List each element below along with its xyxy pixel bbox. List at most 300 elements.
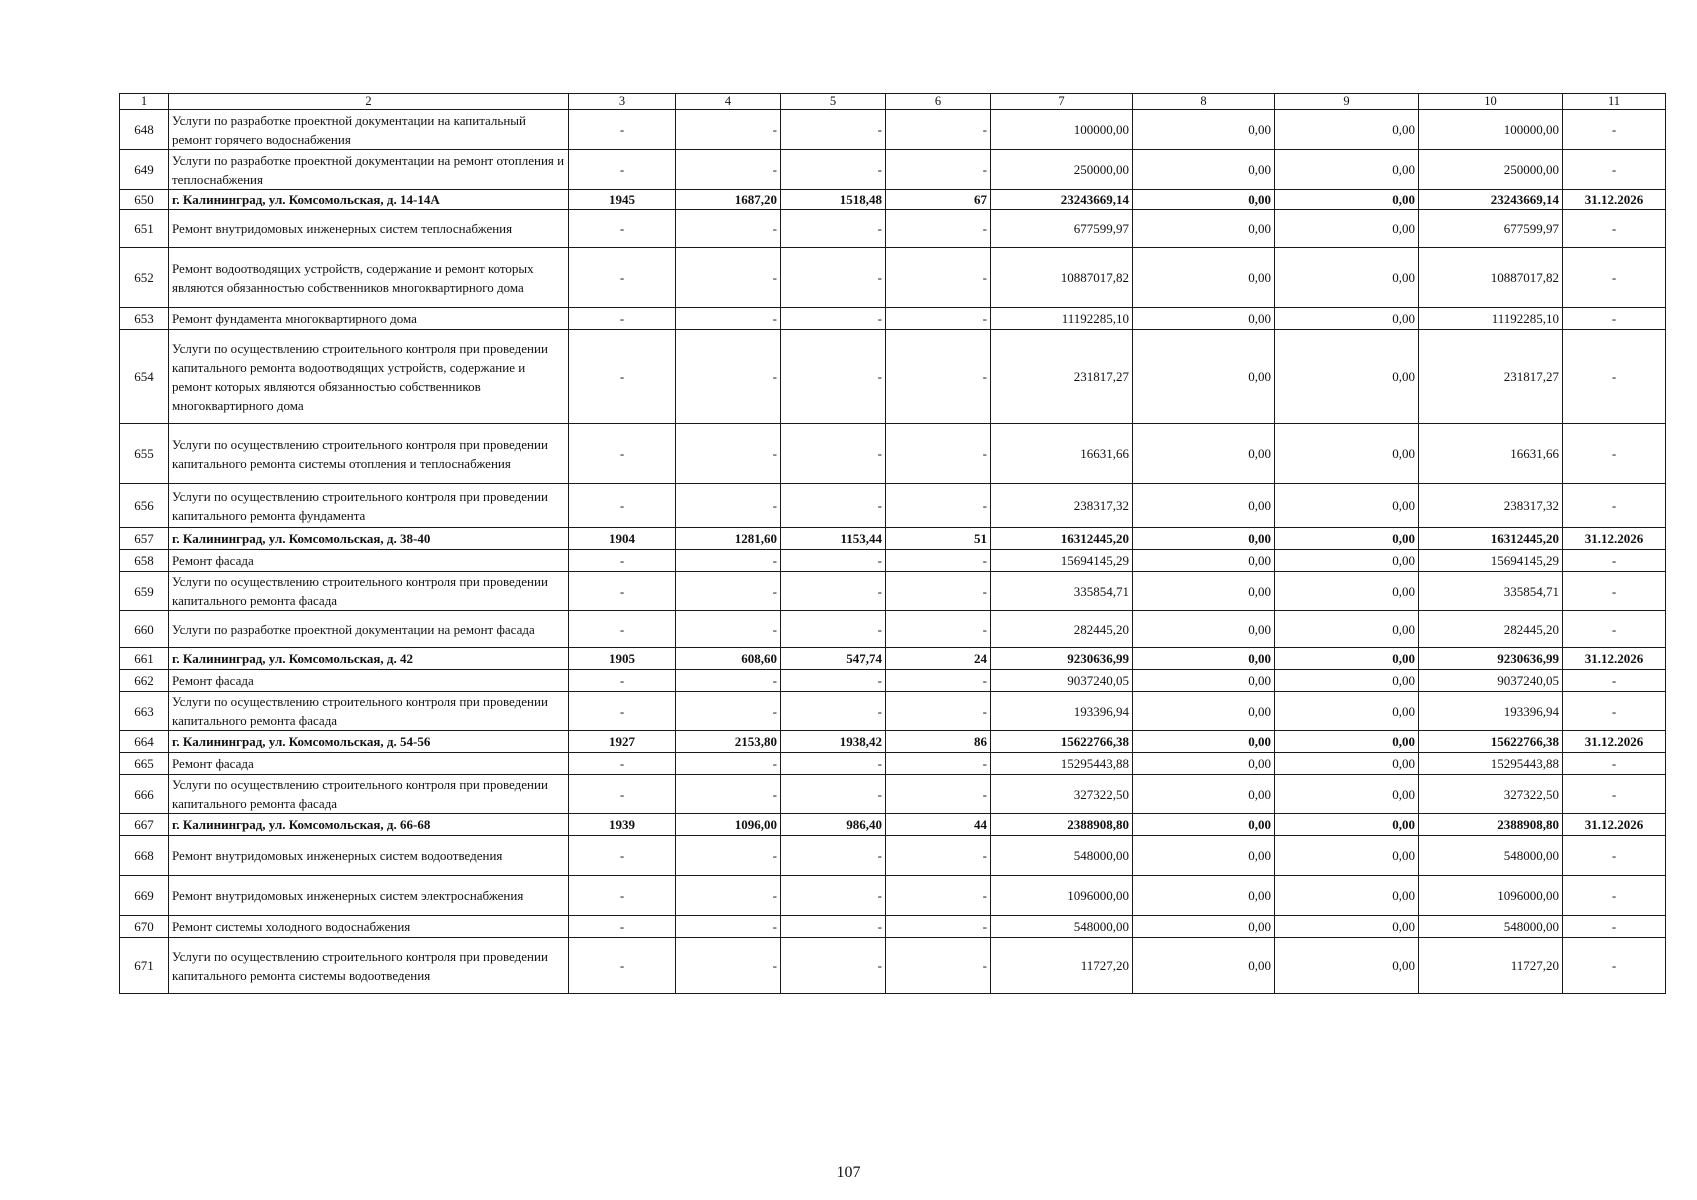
fund-1-cell: 0,00: [1133, 210, 1275, 248]
row-number-cell: 654: [120, 330, 169, 424]
owners-funds-cell: 2388908,80: [1419, 814, 1563, 836]
total-cost-cell: 15622766,38: [991, 731, 1133, 753]
table-row: [120, 775, 1666, 814]
row-number-cell: 658: [120, 550, 169, 572]
fund-2-cell: 0,00: [1275, 150, 1419, 190]
total-cost-cell: 15295443,88: [991, 753, 1133, 775]
total-area-cell: -: [676, 876, 781, 916]
living-area-cell: -: [781, 572, 886, 611]
owners-funds-cell: 548000,00: [1419, 916, 1563, 938]
residents-cell: 51: [886, 528, 991, 550]
fund-2-cell: 0,00: [1275, 611, 1419, 648]
owners-funds-cell: 11192285,10: [1419, 308, 1563, 330]
living-area-cell: 1518,48: [781, 190, 886, 210]
total-area-cell: -: [676, 938, 781, 994]
residents-cell: -: [886, 611, 991, 648]
table-row: [120, 916, 1666, 938]
total-area-cell: -: [676, 110, 781, 150]
fund-2-cell: 0,00: [1275, 670, 1419, 692]
fund-2-cell: 0,00: [1275, 424, 1419, 484]
living-area-cell: -: [781, 210, 886, 248]
item-name-cell: Ремонт внутридомовых инженерных систем электроснабжения: [169, 876, 569, 916]
fund-1-cell: 0,00: [1133, 110, 1275, 150]
deadline-cell: 31.12.2026: [1563, 731, 1666, 753]
deadline-cell: -: [1563, 330, 1666, 424]
col-header-8: 8: [1133, 94, 1275, 110]
year-built-cell: -: [569, 550, 676, 572]
fund-1-cell: 0,00: [1133, 775, 1275, 814]
residents-cell: -: [886, 248, 991, 308]
deadline-cell: -: [1563, 670, 1666, 692]
table-row: [120, 550, 1666, 572]
total-area-cell: 2153,80: [676, 731, 781, 753]
total-area-cell: -: [676, 150, 781, 190]
year-built-cell: -: [569, 916, 676, 938]
year-built-cell: -: [569, 248, 676, 308]
total-cost-cell: 15694145,29: [991, 550, 1133, 572]
residents-cell: -: [886, 484, 991, 528]
fund-1-cell: 0,00: [1133, 814, 1275, 836]
total-area-cell: -: [676, 484, 781, 528]
item-name-cell: Ремонт внутридомовых инженерных систем водоотведения: [169, 836, 569, 876]
row-number-cell: 669: [120, 876, 169, 916]
total-cost-cell: 9037240,05: [991, 670, 1133, 692]
living-area-cell: 547,74: [781, 648, 886, 670]
table-row: [120, 836, 1666, 876]
total-cost-cell: 16312445,20: [991, 528, 1133, 550]
item-name-cell: Услуги по осуществлению строительного контроля при проведении капитального ремонта фундамента: [169, 484, 569, 528]
table-row: [120, 210, 1666, 248]
table-row: [120, 110, 1666, 150]
fund-2-cell: 0,00: [1275, 753, 1419, 775]
total-cost-cell: 11192285,10: [991, 308, 1133, 330]
residents-cell: -: [886, 938, 991, 994]
residents-cell: 86: [886, 731, 991, 753]
total-cost-cell: 9230636,99: [991, 648, 1133, 670]
deadline-cell: -: [1563, 753, 1666, 775]
table-row: [120, 330, 1666, 424]
residents-cell: 44: [886, 814, 991, 836]
total-area-cell: -: [676, 308, 781, 330]
living-area-cell: -: [781, 876, 886, 916]
fund-1-cell: 0,00: [1133, 424, 1275, 484]
living-area-cell: -: [781, 938, 886, 994]
fund-1-cell: 0,00: [1133, 670, 1275, 692]
fund-2-cell: 0,00: [1275, 550, 1419, 572]
owners-funds-cell: 11727,20: [1419, 938, 1563, 994]
item-name-cell: Услуги по осуществлению строительного контроля при проведении капитального ремонта фасада: [169, 572, 569, 611]
total-cost-cell: 193396,94: [991, 692, 1133, 731]
table-row: [120, 424, 1666, 484]
total-cost-cell: 238317,32: [991, 484, 1133, 528]
item-name-cell: г. Калининград, ул. Комсомольская, д. 66-68: [169, 814, 569, 836]
table-row: [120, 248, 1666, 308]
table-row: [120, 648, 1666, 670]
row-number-cell: 649: [120, 150, 169, 190]
row-number-cell: 650: [120, 190, 169, 210]
item-name-cell: Услуги по осуществлению строительного контроля при проведении капитального ремонта системы водоотведения: [169, 938, 569, 994]
residents-cell: -: [886, 692, 991, 731]
residents-cell: -: [886, 150, 991, 190]
fund-1-cell: 0,00: [1133, 731, 1275, 753]
table-row: [120, 572, 1666, 611]
year-built-cell: 1927: [569, 731, 676, 753]
table-row: [120, 308, 1666, 330]
total-cost-cell: 548000,00: [991, 916, 1133, 938]
year-built-cell: 1905: [569, 648, 676, 670]
table-row: [120, 670, 1666, 692]
deadline-cell: -: [1563, 248, 1666, 308]
living-area-cell: -: [781, 611, 886, 648]
year-built-cell: -: [569, 210, 676, 248]
col-header-5: 5: [781, 94, 886, 110]
fund-2-cell: 0,00: [1275, 916, 1419, 938]
row-number-cell: 671: [120, 938, 169, 994]
residents-cell: -: [886, 775, 991, 814]
residents-cell: -: [886, 916, 991, 938]
fund-2-cell: 0,00: [1275, 648, 1419, 670]
deadline-cell: 31.12.2026: [1563, 528, 1666, 550]
fund-2-cell: 0,00: [1275, 528, 1419, 550]
owners-funds-cell: 100000,00: [1419, 110, 1563, 150]
fund-2-cell: 0,00: [1275, 572, 1419, 611]
total-cost-cell: 231817,27: [991, 330, 1133, 424]
table-row: [120, 611, 1666, 648]
table-row: [120, 190, 1666, 210]
item-name-cell: Ремонт фасада: [169, 753, 569, 775]
year-built-cell: -: [569, 150, 676, 190]
total-area-cell: -: [676, 753, 781, 775]
year-built-cell: -: [569, 308, 676, 330]
col-header-1: 1: [120, 94, 169, 110]
year-built-cell: -: [569, 611, 676, 648]
residents-cell: -: [886, 572, 991, 611]
table-body: [120, 94, 1666, 994]
residents-cell: -: [886, 876, 991, 916]
fund-2-cell: 0,00: [1275, 836, 1419, 876]
column-number-row: [120, 94, 1666, 110]
living-area-cell: -: [781, 916, 886, 938]
owners-funds-cell: 16631,66: [1419, 424, 1563, 484]
living-area-cell: -: [781, 753, 886, 775]
total-cost-cell: 677599,97: [991, 210, 1133, 248]
total-area-cell: 1281,60: [676, 528, 781, 550]
fund-1-cell: 0,00: [1133, 550, 1275, 572]
row-number-cell: 657: [120, 528, 169, 550]
year-built-cell: -: [569, 938, 676, 994]
year-built-cell: -: [569, 572, 676, 611]
data-table: [119, 93, 1666, 994]
living-area-cell: -: [781, 308, 886, 330]
item-name-cell: Услуги по разработке проектной документации на ремонт фасада: [169, 611, 569, 648]
living-area-cell: -: [781, 330, 886, 424]
col-header-2: 2: [169, 94, 569, 110]
row-number-cell: 652: [120, 248, 169, 308]
total-cost-cell: 100000,00: [991, 110, 1133, 150]
owners-funds-cell: 9037240,05: [1419, 670, 1563, 692]
item-name-cell: г. Калининград, ул. Комсомольская, д. 38-40: [169, 528, 569, 550]
fund-1-cell: 0,00: [1133, 330, 1275, 424]
living-area-cell: -: [781, 836, 886, 876]
year-built-cell: 1939: [569, 814, 676, 836]
year-built-cell: -: [569, 775, 676, 814]
fund-2-cell: 0,00: [1275, 330, 1419, 424]
owners-funds-cell: 193396,94: [1419, 692, 1563, 731]
fund-2-cell: 0,00: [1275, 731, 1419, 753]
total-area-cell: -: [676, 775, 781, 814]
col-header-7: 7: [991, 94, 1133, 110]
fund-1-cell: 0,00: [1133, 190, 1275, 210]
year-built-cell: -: [569, 876, 676, 916]
residents-cell: -: [886, 670, 991, 692]
deadline-cell: 31.12.2026: [1563, 190, 1666, 210]
deadline-cell: -: [1563, 938, 1666, 994]
living-area-cell: 1153,44: [781, 528, 886, 550]
deadline-cell: -: [1563, 876, 1666, 916]
year-built-cell: 1945: [569, 190, 676, 210]
total-area-cell: -: [676, 330, 781, 424]
deadline-cell: -: [1563, 692, 1666, 731]
fund-2-cell: 0,00: [1275, 190, 1419, 210]
fund-1-cell: 0,00: [1133, 248, 1275, 308]
total-area-cell: -: [676, 424, 781, 484]
item-name-cell: г. Калининград, ул. Комсомольская, д. 54-56: [169, 731, 569, 753]
fund-1-cell: 0,00: [1133, 572, 1275, 611]
col-header-11: 11: [1563, 94, 1666, 110]
year-built-cell: -: [569, 330, 676, 424]
row-number-cell: 670: [120, 916, 169, 938]
total-area-cell: 608,60: [676, 648, 781, 670]
deadline-cell: 31.12.2026: [1563, 814, 1666, 836]
deadline-cell: 31.12.2026: [1563, 648, 1666, 670]
living-area-cell: -: [781, 150, 886, 190]
owners-funds-cell: 1096000,00: [1419, 876, 1563, 916]
fund-2-cell: 0,00: [1275, 814, 1419, 836]
year-built-cell: -: [569, 484, 676, 528]
residents-cell: -: [886, 210, 991, 248]
item-name-cell: Услуги по разработке проектной документации на ремонт отопления и теплоснабжения: [169, 150, 569, 190]
owners-funds-cell: 327322,50: [1419, 775, 1563, 814]
total-area-cell: -: [676, 611, 781, 648]
table-row: [120, 692, 1666, 731]
item-name-cell: г. Калининград, ул. Комсомольская, д. 42: [169, 648, 569, 670]
row-number-cell: 661: [120, 648, 169, 670]
col-header-9: 9: [1275, 94, 1419, 110]
row-number-cell: 662: [120, 670, 169, 692]
total-area-cell: -: [676, 670, 781, 692]
item-name-cell: Ремонт внутридомовых инженерных систем теплоснабжения: [169, 210, 569, 248]
total-cost-cell: 335854,71: [991, 572, 1133, 611]
residents-cell: 67: [886, 190, 991, 210]
owners-funds-cell: 282445,20: [1419, 611, 1563, 648]
item-name-cell: Услуги по осуществлению строительного контроля при проведении капитального ремонта фасада: [169, 692, 569, 731]
year-built-cell: -: [569, 110, 676, 150]
total-area-cell: -: [676, 550, 781, 572]
deadline-cell: -: [1563, 424, 1666, 484]
year-built-cell: -: [569, 670, 676, 692]
fund-2-cell: 0,00: [1275, 775, 1419, 814]
living-area-cell: 986,40: [781, 814, 886, 836]
row-number-cell: 656: [120, 484, 169, 528]
fund-1-cell: 0,00: [1133, 484, 1275, 528]
fund-2-cell: 0,00: [1275, 308, 1419, 330]
item-name-cell: Ремонт фасада: [169, 550, 569, 572]
year-built-cell: -: [569, 692, 676, 731]
table-row: [120, 876, 1666, 916]
year-built-cell: 1904: [569, 528, 676, 550]
table-row: [120, 528, 1666, 550]
deadline-cell: -: [1563, 484, 1666, 528]
deadline-cell: -: [1563, 916, 1666, 938]
residents-cell: -: [886, 424, 991, 484]
item-name-cell: Услуги по осуществлению строительного контроля при проведении капитального ремонта фасада: [169, 775, 569, 814]
item-name-cell: Услуги по осуществлению строительного контроля при проведении капитального ремонта системы отопления и теплоснабжения: [169, 424, 569, 484]
total-cost-cell: 16631,66: [991, 424, 1133, 484]
col-header-4: 4: [676, 94, 781, 110]
row-number-cell: 668: [120, 836, 169, 876]
total-cost-cell: 548000,00: [991, 836, 1133, 876]
year-built-cell: -: [569, 424, 676, 484]
fund-1-cell: 0,00: [1133, 876, 1275, 916]
item-name-cell: Ремонт фасада: [169, 670, 569, 692]
living-area-cell: -: [781, 484, 886, 528]
living-area-cell: 1938,42: [781, 731, 886, 753]
col-header-10: 10: [1419, 94, 1563, 110]
row-number-cell: 665: [120, 753, 169, 775]
year-built-cell: -: [569, 836, 676, 876]
row-number-cell: 659: [120, 572, 169, 611]
deadline-cell: -: [1563, 308, 1666, 330]
fund-1-cell: 0,00: [1133, 648, 1275, 670]
row-number-cell: 648: [120, 110, 169, 150]
fund-2-cell: 0,00: [1275, 692, 1419, 731]
owners-funds-cell: 238317,32: [1419, 484, 1563, 528]
owners-funds-cell: 548000,00: [1419, 836, 1563, 876]
living-area-cell: -: [781, 670, 886, 692]
owners-funds-cell: 10887017,82: [1419, 248, 1563, 308]
living-area-cell: -: [781, 110, 886, 150]
row-number-cell: 660: [120, 611, 169, 648]
fund-2-cell: 0,00: [1275, 484, 1419, 528]
owners-funds-cell: 231817,27: [1419, 330, 1563, 424]
residents-cell: -: [886, 836, 991, 876]
item-name-cell: Услуги по разработке проектной документации на капитальный ремонт горячего водоснабжения: [169, 110, 569, 150]
fund-1-cell: 0,00: [1133, 611, 1275, 648]
item-name-cell: Услуги по осуществлению строительного контроля при проведении капитального ремонта водоотводящих устройств, содержание и ремонт которых являются обязанностью собственников многоквартирного дома: [169, 330, 569, 424]
table-row: [120, 150, 1666, 190]
living-area-cell: -: [781, 248, 886, 308]
residents-cell: 24: [886, 648, 991, 670]
item-name-cell: Ремонт фундамента многоквартирного дома: [169, 308, 569, 330]
owners-funds-cell: 250000,00: [1419, 150, 1563, 190]
item-name-cell: Ремонт водоотводящих устройств, содержание и ремонт которых являются обязанностью собственников многоквартирного дома: [169, 248, 569, 308]
fund-1-cell: 0,00: [1133, 308, 1275, 330]
living-area-cell: -: [781, 550, 886, 572]
row-number-cell: 667: [120, 814, 169, 836]
fund-2-cell: 0,00: [1275, 938, 1419, 994]
row-number-cell: 666: [120, 775, 169, 814]
total-area-cell: -: [676, 916, 781, 938]
total-cost-cell: 11727,20: [991, 938, 1133, 994]
total-cost-cell: 327322,50: [991, 775, 1133, 814]
fund-1-cell: 0,00: [1133, 938, 1275, 994]
fund-1-cell: 0,00: [1133, 150, 1275, 190]
owners-funds-cell: 16312445,20: [1419, 528, 1563, 550]
total-cost-cell: 10887017,82: [991, 248, 1133, 308]
owners-funds-cell: 335854,71: [1419, 572, 1563, 611]
total-area-cell: -: [676, 210, 781, 248]
total-area-cell: 1687,20: [676, 190, 781, 210]
row-number-cell: 651: [120, 210, 169, 248]
total-area-cell: -: [676, 836, 781, 876]
deadline-cell: -: [1563, 775, 1666, 814]
table-row: [120, 753, 1666, 775]
total-cost-cell: 282445,20: [991, 611, 1133, 648]
deadline-cell: -: [1563, 611, 1666, 648]
owners-funds-cell: 15694145,29: [1419, 550, 1563, 572]
residents-cell: -: [886, 753, 991, 775]
residents-cell: -: [886, 550, 991, 572]
fund-1-cell: 0,00: [1133, 692, 1275, 731]
row-number-cell: 653: [120, 308, 169, 330]
living-area-cell: -: [781, 692, 886, 731]
owners-funds-cell: 677599,97: [1419, 210, 1563, 248]
owners-funds-cell: 23243669,14: [1419, 190, 1563, 210]
fund-2-cell: 0,00: [1275, 110, 1419, 150]
total-cost-cell: 2388908,80: [991, 814, 1133, 836]
deadline-cell: -: [1563, 550, 1666, 572]
deadline-cell: -: [1563, 150, 1666, 190]
fund-2-cell: 0,00: [1275, 876, 1419, 916]
fund-1-cell: 0,00: [1133, 753, 1275, 775]
year-built-cell: -: [569, 753, 676, 775]
row-number-cell: 664: [120, 731, 169, 753]
residents-cell: -: [886, 308, 991, 330]
fund-1-cell: 0,00: [1133, 528, 1275, 550]
total-area-cell: -: [676, 572, 781, 611]
item-name-cell: г. Калининград, ул. Комсомольская, д. 14-14А: [169, 190, 569, 210]
col-header-6: 6: [886, 94, 991, 110]
owners-funds-cell: 15622766,38: [1419, 731, 1563, 753]
fund-1-cell: 0,00: [1133, 836, 1275, 876]
total-area-cell: -: [676, 248, 781, 308]
fund-1-cell: 0,00: [1133, 916, 1275, 938]
fund-2-cell: 0,00: [1275, 248, 1419, 308]
table-row: [120, 484, 1666, 528]
total-cost-cell: 1096000,00: [991, 876, 1133, 916]
residents-cell: -: [886, 110, 991, 150]
fund-2-cell: 0,00: [1275, 210, 1419, 248]
owners-funds-cell: 9230636,99: [1419, 648, 1563, 670]
living-area-cell: -: [781, 424, 886, 484]
table-row: [120, 938, 1666, 994]
living-area-cell: -: [781, 775, 886, 814]
deadline-cell: -: [1563, 210, 1666, 248]
total-area-cell: -: [676, 692, 781, 731]
deadline-cell: -: [1563, 572, 1666, 611]
page-number: 107: [836, 1164, 861, 1181]
total-cost-cell: 250000,00: [991, 150, 1133, 190]
col-header-3: 3: [569, 94, 676, 110]
owners-funds-cell: 15295443,88: [1419, 753, 1563, 775]
table-row: [120, 731, 1666, 753]
row-number-cell: 663: [120, 692, 169, 731]
residents-cell: -: [886, 330, 991, 424]
deadline-cell: -: [1563, 836, 1666, 876]
row-number-cell: 655: [120, 424, 169, 484]
item-name-cell: Ремонт системы холодного водоснабжения: [169, 916, 569, 938]
total-area-cell: 1096,00: [676, 814, 781, 836]
